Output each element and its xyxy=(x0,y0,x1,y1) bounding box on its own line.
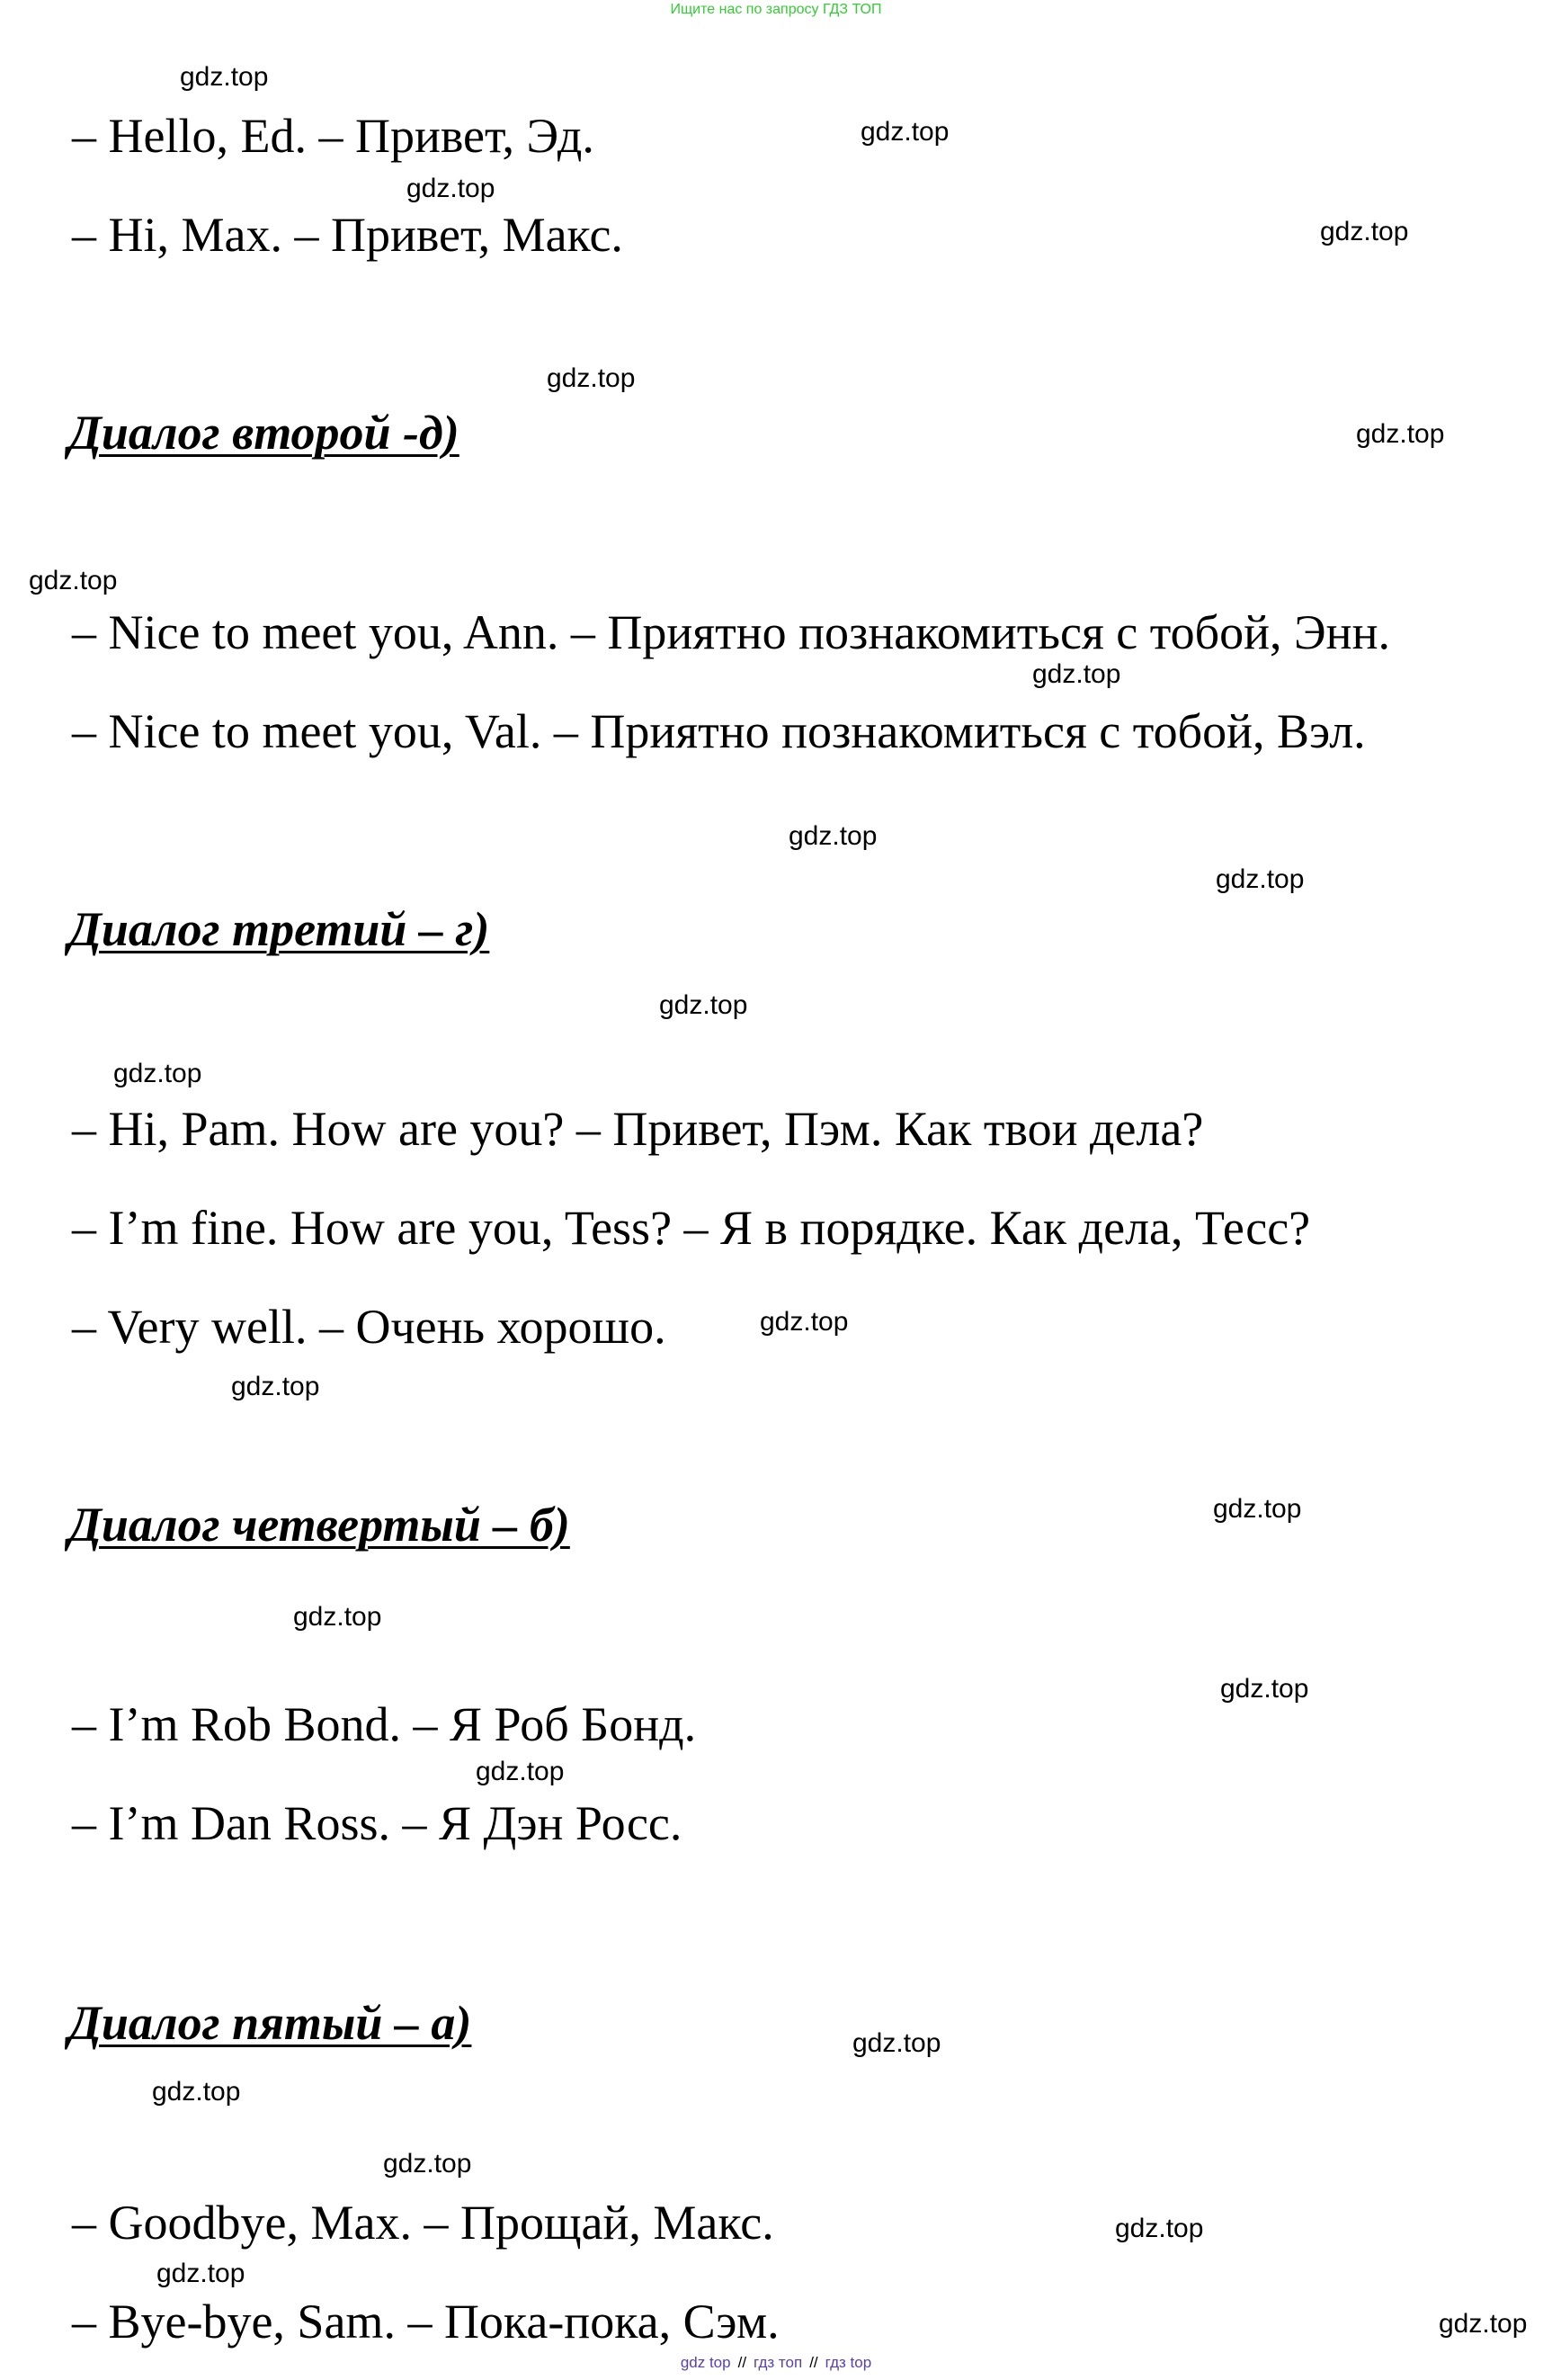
watermark: gdz.top xyxy=(659,990,748,1020)
watermark: gdz.top xyxy=(760,1307,849,1337)
watermark: gdz.top xyxy=(231,1372,320,1401)
watermark: gdz.top xyxy=(1356,419,1445,449)
footer-link[interactable]: gdz top xyxy=(680,2354,731,2371)
watermark: gdz.top xyxy=(1216,864,1305,894)
watermark: gdz.top xyxy=(1320,217,1409,246)
watermark: gdz.top xyxy=(293,1602,382,1632)
watermark: gdz.top xyxy=(861,117,950,147)
watermark: gdz.top xyxy=(156,2259,245,2288)
watermark: gdz.top xyxy=(852,2028,941,2058)
dialog-line: – I’m fine. How are you, Tess? – Я в порядке. Как дела, Тесс? xyxy=(72,1201,1311,1255)
watermark: gdz.top xyxy=(406,174,495,203)
footer-link[interactable]: гдз top xyxy=(825,2354,872,2371)
dialog-line: – Hi, Max. – Привет, Макс. xyxy=(72,208,623,262)
watermark: gdz.top xyxy=(113,1059,202,1088)
watermark: gdz.top xyxy=(547,363,636,393)
watermark: gdz.top xyxy=(1032,659,1121,689)
dialog-line: – Bye-bye, Sam. – Пока-пока, Сэм. xyxy=(72,2295,780,2349)
footer-separator: // xyxy=(809,2354,818,2371)
dialog-line: – Nice to meet you, Ann. – Приятно познакомиться с тобой, Энн. xyxy=(72,605,1390,659)
dialog-line: – Hi, Pam. How are you? – Привет, Пэм. Как твои дела? xyxy=(72,1102,1204,1156)
watermark: gdz.top xyxy=(152,2077,241,2107)
footer-link[interactable]: гдз топ xyxy=(754,2354,803,2371)
top-banner: Ищите нас по запросу ГДЗ ТОП xyxy=(670,2,882,17)
dialog-heading: Диалог пятый – а) xyxy=(68,1996,472,2050)
dialog-line: – Hello, Ed. – Привет, Эд. xyxy=(72,109,594,163)
watermark: gdz.top xyxy=(29,566,118,595)
footer-separator: // xyxy=(737,2354,747,2371)
dialog-heading: Диалог второй -д) xyxy=(68,406,459,460)
dialog-line: – Very well. – Очень хорошо. xyxy=(72,1300,666,1354)
watermark: gdz.top xyxy=(1213,1494,1302,1524)
dialog-line: – Goodbye, Max. – Прощай, Макс. xyxy=(72,2196,774,2250)
dialog-line: – Nice to meet you, Val. – Приятно познакомиться с тобой, Вэл. xyxy=(72,704,1366,758)
watermark: gdz.top xyxy=(1439,2309,1528,2339)
dialog-heading: Диалог третий – г) xyxy=(68,902,490,956)
watermark: gdz.top xyxy=(789,821,878,851)
watermark: gdz.top xyxy=(383,2149,472,2179)
watermark: gdz.top xyxy=(1220,1674,1309,1704)
footer xyxy=(0,2353,1552,2373)
watermark: gdz.top xyxy=(180,62,269,92)
watermark: gdz.top xyxy=(1115,2214,1204,2243)
dialog-line: – I’m Dan Ross. – Я Дэн Росс. xyxy=(72,1796,682,1850)
dialog-line: – I’m Rob Bond. – Я Роб Бонд. xyxy=(72,1697,697,1751)
watermark: gdz.top xyxy=(476,1757,565,1786)
dialog-heading: Диалог четвертый – б) xyxy=(68,1498,570,1552)
